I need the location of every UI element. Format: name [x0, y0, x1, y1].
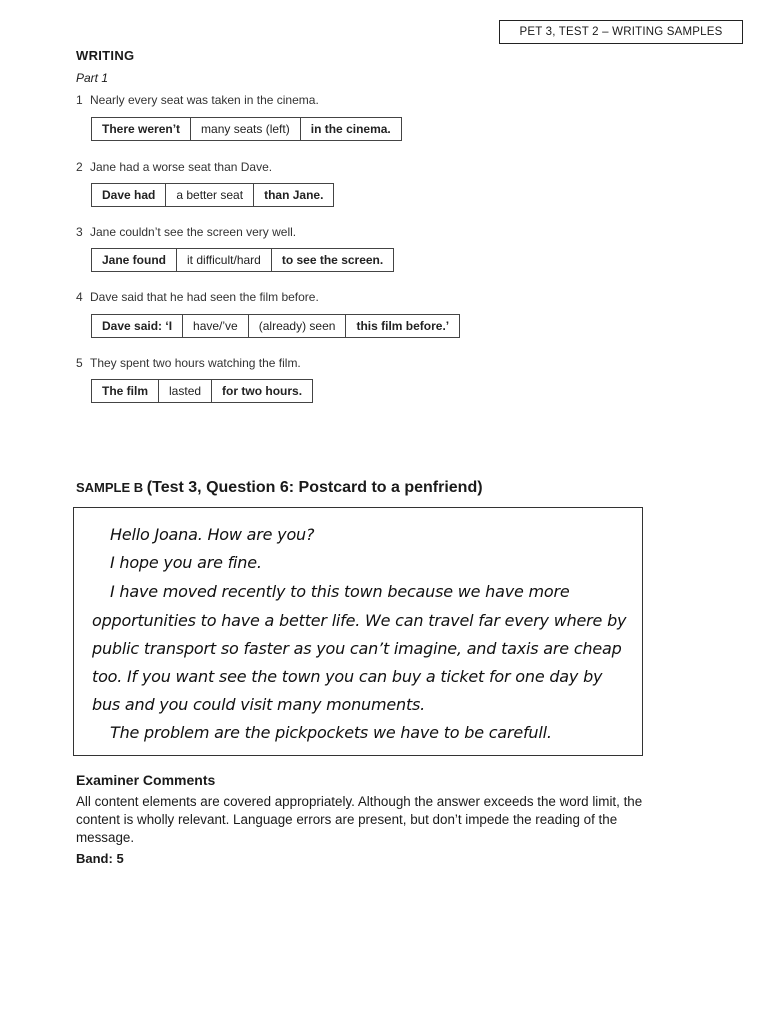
section-title: WRITING: [76, 48, 135, 63]
answer-table-3: [91, 248, 394, 272]
item-prompt-2: [76, 160, 272, 174]
item-prompt-text: Jane couldn’t see the screen very well.: [90, 225, 297, 239]
sample-title: (Test 3, Question 6: Postcard to a penfriend): [146, 479, 483, 496]
handwritten-line: public transport so faster as you can’t imagine, and taxis are cheap: [92, 639, 622, 658]
answer-cell: many seats (left): [191, 118, 301, 141]
handwritten-line: opportunities to have a better life. We can travel far every where by: [92, 611, 627, 630]
page-header-box: [499, 20, 743, 44]
answer-cell: lasted: [159, 380, 212, 403]
answer-cell: in the cinema.: [300, 118, 401, 141]
sample-heading: [76, 479, 483, 497]
item-prompt-text: Dave said that he had seen the film before.: [90, 290, 319, 304]
item-prompt-text: Jane had a worse seat than Dave.: [90, 160, 273, 174]
item-number: 3: [76, 225, 83, 239]
answer-table-4: [91, 314, 460, 338]
handwritten-postcard: [73, 507, 643, 756]
page-header-title: PET 3, TEST 2 – WRITING SAMPLES: [519, 26, 723, 38]
answer-cell: have/’ve: [183, 315, 249, 338]
item-number: 5: [76, 356, 83, 370]
answer-cell: it difficult/hard: [177, 249, 272, 272]
answer-cell: Jane found: [92, 249, 177, 272]
handwritten-line: I have moved recently to this town because we have more: [110, 582, 570, 601]
comments-text: All content elements are covered appropriately. Although the answer exceeds the word limit, the content is wholly relevant. Language errors are present, but don’t impede the reading of the message.: [76, 794, 643, 845]
band-score: Band: 5: [76, 851, 124, 866]
handwritten-line: The problem are the pickpockets we have to be carefull.: [110, 723, 552, 742]
answer-cell: a better seat: [166, 184, 254, 207]
sample-label: SAMPLE B: [76, 480, 144, 495]
item-prompt-3: [76, 225, 296, 239]
handwritten-line: Hello Joana. How are you?: [110, 525, 315, 544]
item-prompt-text: They spent two hours watching the film.: [90, 356, 301, 370]
comments-title: Examiner Comments: [76, 772, 216, 788]
answer-table-1: [91, 117, 402, 141]
handwritten-line: I hope you are fine.: [110, 553, 262, 572]
answer-cell: this film before.’: [346, 315, 460, 338]
item-number: 1: [76, 93, 83, 107]
part-label: Part 1: [76, 71, 109, 85]
answer-cell: Dave said: ‘I: [92, 315, 183, 338]
answer-cell: than Jane.: [254, 184, 334, 207]
answer-cell: The film: [92, 380, 159, 403]
handwritten-line: too. If you want see the town you can buy a ticket for one day by: [92, 667, 603, 686]
answer-cell: to see the screen.: [271, 249, 393, 272]
item-prompt-5: [76, 356, 301, 370]
answer-cell: Dave had: [92, 184, 166, 207]
answer-cell: for two hours.: [212, 380, 313, 403]
answer-table-5: [91, 379, 313, 403]
answer-cell: There weren’t: [92, 118, 191, 141]
item-prompt-4: [76, 290, 319, 304]
item-prompt-1: [76, 93, 319, 107]
answer-cell: (already) seen: [248, 315, 346, 338]
item-prompt-text: Nearly every seat was taken in the cinema.: [90, 93, 319, 107]
handwritten-line: bus and you could visit many monuments.: [92, 695, 426, 714]
item-number: 4: [76, 290, 83, 304]
answer-table-2: [91, 183, 334, 207]
item-number: 2: [76, 160, 83, 174]
